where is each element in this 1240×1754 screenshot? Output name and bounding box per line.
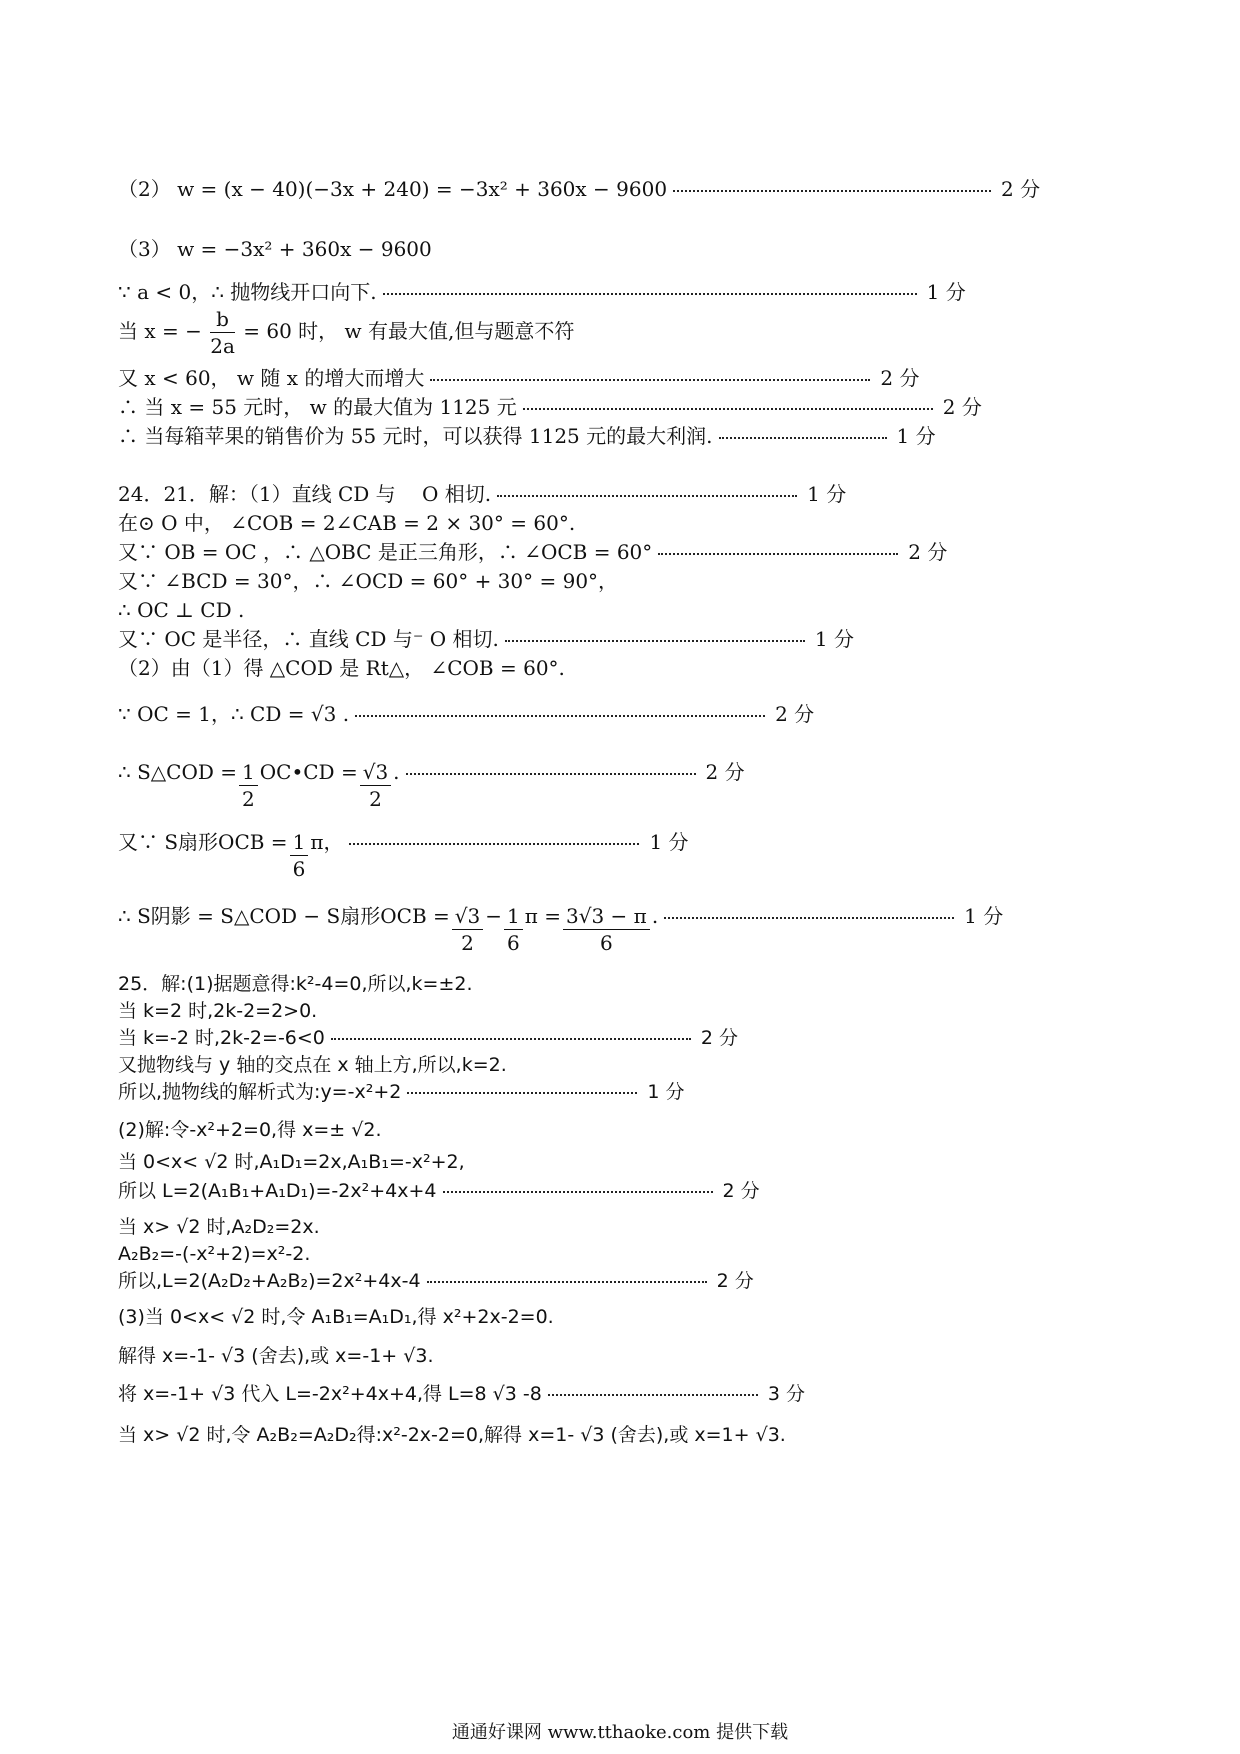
line-text: 当 x> √2 时,令 A₂B₂=A₂D₂得:x²-2x-2=0,解得 x=1- √3 (舍去),或 x=1+ √3. (118, 1424, 786, 1446)
pi-equals: π = (524, 904, 561, 928)
line-text: 当 k=-2 时,2k-2=-6<0 (118, 1027, 325, 1049)
denominator: 6 (292, 857, 306, 881)
leader-dots (658, 553, 898, 555)
line-parabola-opens-down (118, 279, 966, 305)
line-text: 所以,L=2(A₂D₂+A₂B₂)=2x²+4x-4 (118, 1270, 421, 1292)
score-label: 1 分 (814, 627, 854, 651)
numerator: √3 (360, 759, 391, 786)
line-part2-expression (118, 176, 1040, 202)
fraction-one-sixth (504, 903, 523, 956)
line-text: 所以 L=2(A₁B₁+A₁D₁)=-2x²+4x+4 (118, 1180, 437, 1202)
line-text: ∵ a < 0，∴ 抛物线开口向下. (118, 280, 377, 304)
leader-dots (406, 773, 696, 775)
denominator: 6 (507, 931, 520, 955)
line-text: 解得 x=-1- √3 (舍去),或 x=-1+ √3. (118, 1345, 434, 1367)
numerator: b (210, 306, 235, 333)
line-a2b2 (118, 1241, 310, 1267)
denominator: 2 (369, 787, 382, 811)
line-text: 将 x=-1+ √3 代入 L=-2x²+4x+4,得 L=8 √3 -8 (118, 1383, 542, 1405)
score-label: 2 分 (1001, 177, 1041, 201)
line-text: 24．21．解：（1）直线 CD 与 O 相切. (118, 482, 492, 506)
fraction-one-sixth (290, 829, 309, 882)
numerator: 3√3 − π (563, 903, 650, 930)
line-text: A₂B₂=-(-x²+2)=x²-2. (118, 1243, 311, 1265)
fraction-b-over-2a (210, 306, 235, 359)
line-text: 又∵ OB = OC ，∴ △OBC 是正三角形，∴ ∠OCB = 60° (118, 540, 653, 564)
line-part3-expression (118, 236, 432, 262)
score-label: 2 分 (700, 1027, 739, 1049)
score-label: 1 分 (926, 280, 966, 304)
line-text: 25．解:(1)据题意得:k²-4=0,所以,k=±2. (118, 973, 473, 995)
line-shaded-area (118, 903, 1003, 956)
line-text: （3） w = −3x² + 360x − 9600 (118, 237, 432, 261)
line-text: ∴ 当 x = 55 元时， w 的最大值为 1125 元 (118, 395, 517, 419)
line-vertex-x (118, 306, 574, 359)
line-text: 当 x> √2 时,A₂D₂=2x. (118, 1216, 320, 1238)
line-text: 又抛物线与 y 轴的交点在 x 轴上方,所以,k=2. (118, 1054, 507, 1076)
score-label: 1 分 (896, 424, 936, 448)
score-label: 2 分 (908, 540, 948, 564)
line-q24-part1 (118, 481, 846, 507)
score-label: 2 分 (942, 395, 982, 419)
leader-dots (664, 917, 954, 919)
score-label: 1 分 (647, 1081, 685, 1103)
line-q25-part2 (118, 1117, 382, 1143)
line-text: ∵ OC = 1，∴ CD = √3 . (118, 702, 350, 726)
line-q25-part1 (118, 971, 473, 997)
line-l-large-x (118, 1268, 754, 1294)
line-k-equals-neg2 (118, 1025, 738, 1051)
line-x-less-than-60 (118, 365, 919, 391)
fraction-result (563, 903, 650, 956)
leader-dots (443, 1191, 713, 1193)
leader-dots (383, 293, 917, 295)
line-tangent-conclusion (118, 626, 854, 652)
line-text: (2)解:令-x²+2=0,得 x=± √2. (118, 1119, 382, 1141)
line-angle-cob (118, 510, 575, 536)
line-text: 又∵ S扇形OCB = (118, 830, 288, 854)
score-label: 2 分 (722, 1180, 760, 1202)
score-label: 2 分 (775, 702, 815, 726)
line-solve-x (118, 1343, 434, 1369)
leader-dots (407, 1092, 637, 1094)
denominator: 2 (461, 931, 474, 955)
line-angle-ocd (118, 568, 618, 594)
line-conclusion-max-profit (118, 423, 936, 449)
line-case-small-x (118, 1149, 465, 1175)
line-cd-sqrt3 (118, 701, 814, 727)
leader-dots (349, 843, 639, 845)
score-label: 2 分 (705, 760, 745, 784)
denominator: 2a (210, 334, 235, 358)
line-text: ∴ OC ⊥ CD . (118, 598, 245, 622)
leader-dots (331, 1038, 691, 1040)
line-text: ∴ S阴影 = S△COD − S扇形OCB = (118, 904, 450, 928)
leader-dots (505, 640, 805, 642)
line-case-large-x-part3 (118, 1422, 786, 1448)
leader-dots (523, 408, 933, 410)
line-k-equals-2 (118, 998, 317, 1024)
line-text: OC•CD = (259, 760, 358, 784)
numerator: 1 (290, 829, 309, 856)
line-case-large-x (118, 1214, 320, 1240)
fraction-sqrt3-over-2 (452, 903, 483, 956)
line-text: 又∵ OC 是半径，∴ 直线 CD 与⁻ O 相切. (118, 627, 499, 651)
line-text: π， (310, 830, 344, 854)
denominator: 6 (600, 931, 613, 955)
line-obc-equilateral (118, 539, 947, 565)
line-text: 当 k=2 时,2k-2=2>0. (118, 1000, 318, 1022)
leader-dots (497, 495, 797, 497)
line-text: ∴ 当每箱苹果的销售价为 55 元时，可以获得 1125 元的最大利润. (118, 424, 713, 448)
line-text: （2） w = (x − 40)(−3x + 240) = −3x² + 360x − 9600 (118, 177, 668, 201)
line-q25-part3 (118, 1304, 554, 1330)
line-parabola-expression (118, 1079, 684, 1105)
denominator: 2 (242, 787, 255, 811)
line-text: (3)当 0<x< √2 时,令 A₁B₁=A₁D₁,得 x²+2x-2=0. (118, 1306, 554, 1328)
numerator: 1 (239, 759, 258, 786)
line-text: 又 x < 60， w 随 x 的增大而增大 (118, 366, 425, 390)
page-footer: 通通好课网 www.tthaoke.com 提供下载 (451, 1722, 789, 1743)
line-w-max-1125 (118, 394, 982, 420)
line-substitute-l (118, 1381, 805, 1407)
minus-sign: − (485, 904, 502, 928)
line-l-small-x (118, 1178, 760, 1204)
line-text: . (393, 760, 400, 784)
leader-dots (355, 715, 765, 717)
line-q24-part2 (118, 655, 565, 681)
line-text: 在⊙ O 中， ∠COB = 2∠CAB = 2 × 30° = 60°. (118, 511, 576, 535)
line-k-conclusion (118, 1052, 507, 1078)
leader-dots (673, 190, 991, 192)
fraction-sqrt3-over-2 (360, 759, 391, 812)
line-area-cod (118, 759, 745, 812)
fraction-one-half (239, 759, 258, 812)
line-oc-perp-cd (118, 597, 244, 623)
line-text: （2）由（1）得 △COD 是 Rt△， ∠COB = 60°. (118, 656, 565, 680)
line-text: 所以,抛物线的解析式为:y=-x²+2 (118, 1081, 402, 1103)
line-text: 又∵ ∠BCD = 30°，∴ ∠OCD = 60° + 30° = 90°， (118, 569, 619, 593)
line-text: ∴ S△COD = (118, 760, 238, 784)
score-label: 1 分 (964, 904, 1004, 928)
numerator: 1 (504, 903, 523, 930)
line-text: 当 0<x< √2 时,A₁D₁=2x,A₁B₁=-x²+2, (118, 1151, 465, 1173)
leader-dots (430, 379, 870, 381)
line-area-sector (118, 829, 689, 882)
score-label: 1 分 (807, 482, 847, 506)
score-label: 2 分 (716, 1270, 754, 1292)
leader-dots (548, 1394, 758, 1396)
score-label: 2 分 (880, 366, 920, 390)
line-text: . (651, 904, 659, 928)
leader-dots (427, 1281, 707, 1283)
leader-dots (719, 437, 887, 439)
numerator: √3 (452, 903, 483, 930)
score-label: 3 分 (767, 1383, 805, 1405)
line-text: 当 x = − (118, 319, 202, 343)
score-label: 1 分 (649, 830, 689, 854)
line-text: = 60 时， w 有最大值,但与题意不符 (243, 319, 575, 343)
